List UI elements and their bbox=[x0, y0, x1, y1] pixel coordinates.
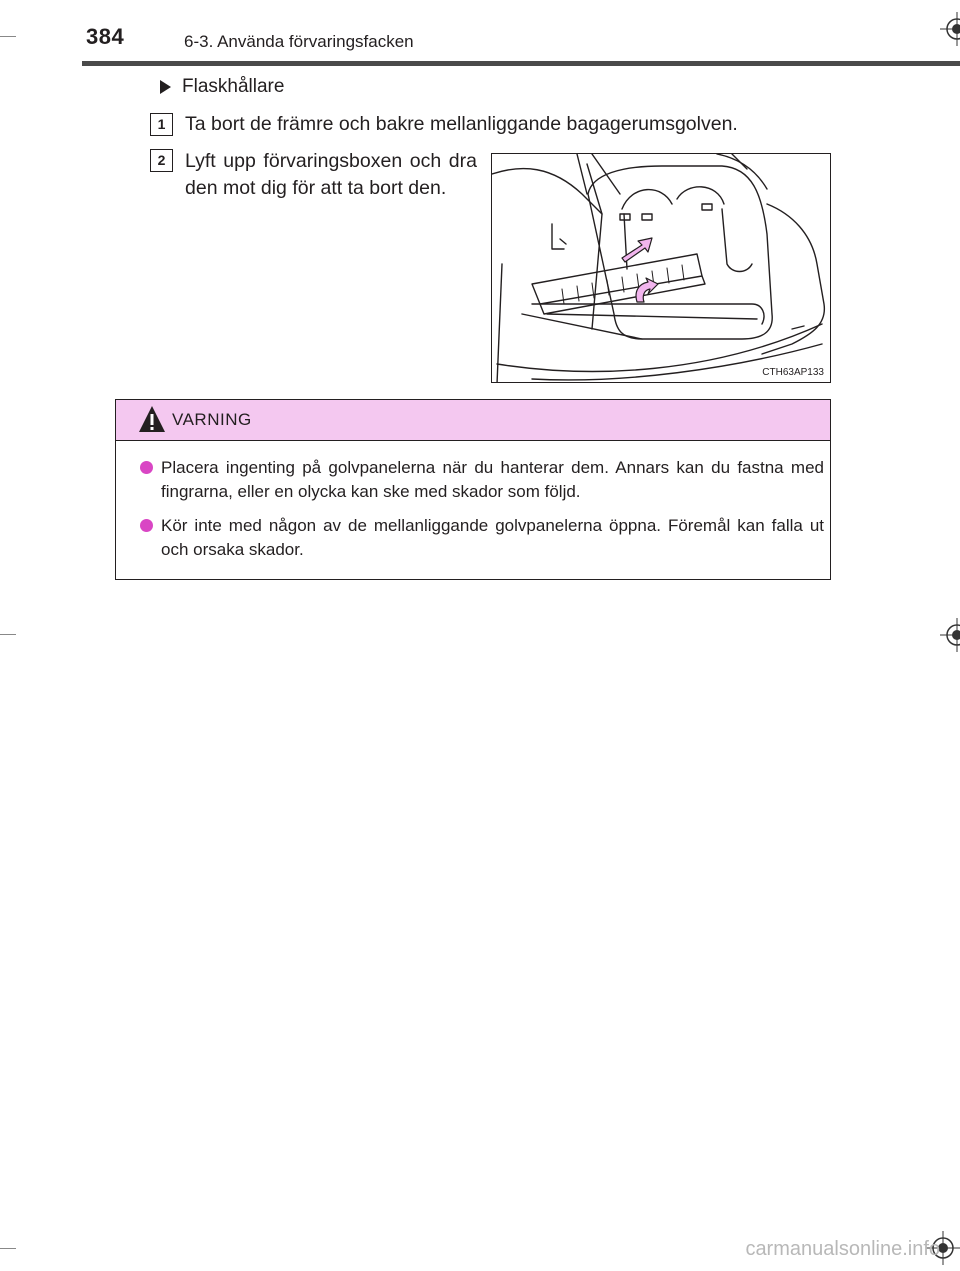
warning-header bbox=[116, 400, 830, 441]
bullet-dot-icon bbox=[140, 519, 153, 532]
header-rule bbox=[82, 61, 960, 66]
step-number-badge: 2 bbox=[150, 149, 173, 172]
warning-label: VARNING bbox=[172, 410, 252, 429]
registration-mark-icon bbox=[940, 12, 960, 46]
warning-item-text: Placera ingenting på golvpanelerna när du hanterar dem. Annars kan du fastna med fingrarna, eller en olycka kan ske med skador som följd. bbox=[161, 458, 824, 501]
warning-item-text: Kör inte med någon av de mellanliggande golvpanelerna öppna. Föremål kan falla ut och orsaka skador. bbox=[161, 516, 824, 559]
figure-code: CTH63AP133 bbox=[762, 367, 824, 378]
page-number: 384 bbox=[86, 24, 125, 49]
trunk-storage-box-drawing bbox=[492, 154, 831, 383]
warning-item bbox=[140, 456, 824, 504]
crop-mark bbox=[0, 1248, 16, 1249]
trunk-illustration bbox=[491, 153, 831, 383]
triangle-bullet-icon bbox=[160, 80, 171, 94]
warning-triangle-icon bbox=[138, 404, 166, 434]
crop-mark bbox=[0, 36, 16, 37]
bullet-heading-text: Flaskhållare bbox=[182, 76, 285, 97]
step-text: Lyft upp förvaringsboxen och dra den mot dig för att ta bort den. bbox=[185, 150, 477, 199]
crop-mark bbox=[0, 634, 16, 635]
bullet-dot-icon bbox=[140, 461, 153, 474]
section-title: 6-3. Använda förvaringsfacken bbox=[184, 32, 414, 51]
watermark: carmanualsonline.info bbox=[745, 1238, 940, 1260]
warning-box bbox=[115, 399, 831, 580]
warning-item bbox=[140, 514, 824, 562]
registration-mark-icon bbox=[940, 618, 960, 652]
bullet-heading bbox=[160, 76, 284, 98]
step-text: Ta bort de främre och bakre mellanliggande bagagerumsgolven. bbox=[185, 113, 738, 135]
step-number-badge: 1 bbox=[150, 113, 173, 136]
